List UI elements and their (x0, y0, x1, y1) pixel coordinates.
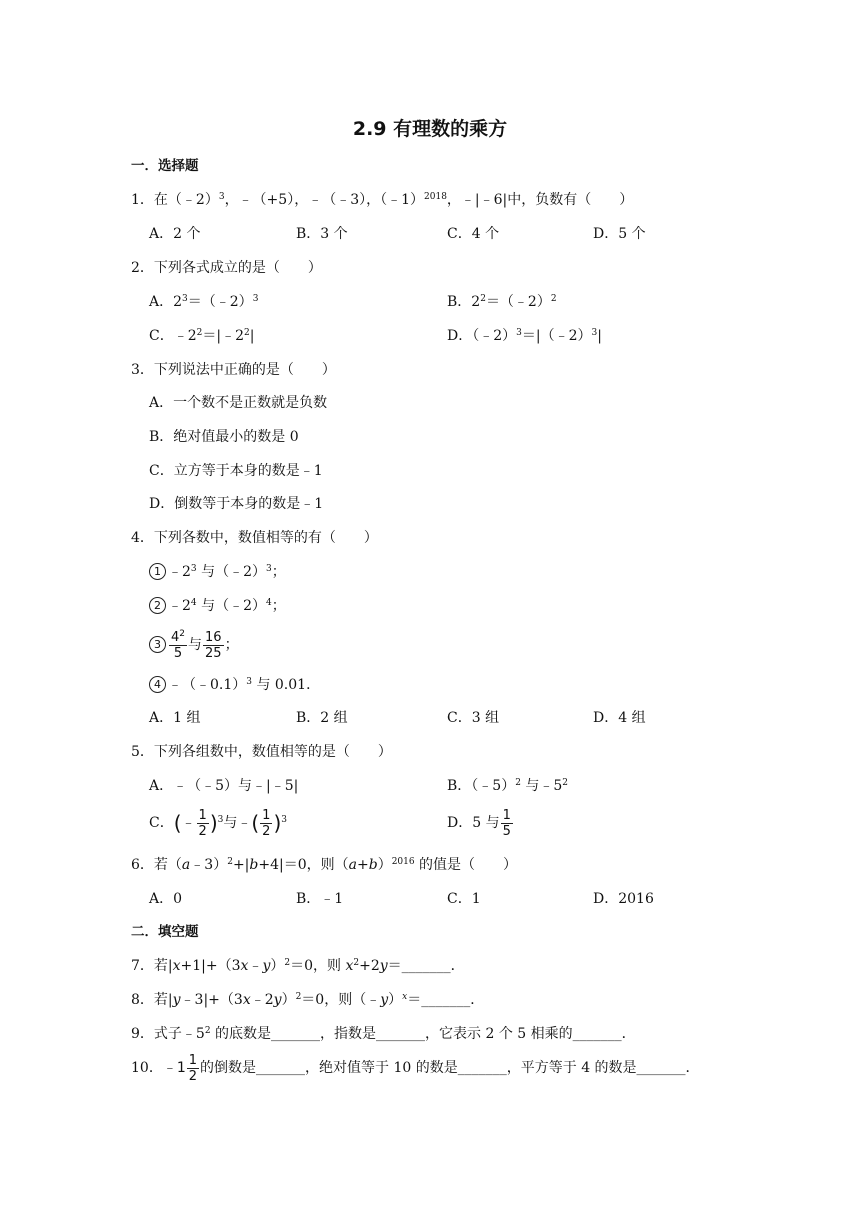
question-1-option-c: C．4 个 (447, 226, 500, 242)
question-2-option-b: B．$2^2=(﹣2)^2$ (447, 294, 557, 310)
question-5-option-b: B．（﹣5）$^2$ 与$﹣5^2$ (447, 778, 569, 794)
fraction-1-over-2: $\frac{1}{2}$ (188, 1052, 198, 1084)
question-4-item-4: 4 ﹣（﹣0.1）$^3$ 与 0.01． (149, 675, 320, 695)
question-6-stem: 6．若（a﹣3）$^2$+|b+4|＝0，则$(a+b)^{2016}$ 的值是（ ） (131, 857, 518, 873)
question-3-option-b: B．绝对值最小的数是 0 (149, 429, 299, 445)
question-2-option-a: A．$2^3=(﹣2)^3$ (149, 294, 259, 310)
question-6-option-a: A．0 (149, 891, 183, 907)
question-5-option-a: A．﹣（﹣5）与﹣|﹣5| (149, 778, 299, 794)
question-3-option-d: D．倒数等于本身的数是﹣1 (149, 496, 324, 512)
question-4-option-d: D．4 组 (593, 710, 646, 726)
circled-number-3: 3 (149, 636, 166, 653)
question-1-option-b: B．3 个 (296, 226, 348, 242)
question-3-option-c: C．立方等于本身的数是﹣1 (149, 463, 323, 479)
question-7: 7．若|x+1|+（3x﹣y）$^2$＝0，则 $x^2+2y=\_\_\_\_\_\_\_$． (131, 958, 465, 974)
section-heading-choice: 一．选择题 (131, 158, 199, 174)
question-4-item-2: 2 $﹣2^4$ 与（﹣2）$^4$； (149, 596, 286, 616)
question-1-option-d: D．5 个 (593, 226, 646, 242)
question-2-option-c: C．$﹣2^2=|﹣2^2|$ (149, 328, 255, 344)
fraction-1-over-5: $\frac{1}{5}$ (502, 807, 511, 839)
fraction-1-over-2: $\frac{1}{2}$ (262, 807, 271, 839)
question-6-option-b: B．﹣1 (296, 891, 344, 907)
section-heading-fill: 二．填空题 (131, 924, 199, 940)
question-2-option-d: D．（﹣2）$^3$＝|（﹣2）$^3$| (447, 328, 602, 344)
question-4-option-a: A．1 组 (149, 710, 201, 726)
question-3-stem: 3．下列说法中正确的是（ ） (131, 362, 336, 378)
circled-number-4: 4 (149, 676, 166, 693)
question-4-item-1: 1 $﹣2^3$ 与（﹣2）$^3$； (149, 562, 286, 582)
question-8: 8．若|y﹣3|+（3x﹣2y）$^2$＝0，则（﹣y）$^x$＝_______． (131, 992, 485, 1008)
question-9: 9．式子$﹣5^2$ 的底数是_______，指数是_______，它表示 2 个 5 相乘的_______． (131, 1026, 636, 1042)
question-1-stem: 1．在（﹣2）$^3$，﹣（+5），﹣（﹣3），（﹣1）$^{2018}$，﹣|﹣6|中，负数有（ ） (131, 192, 634, 208)
question-5-stem: 5．下列各组数中，数值相等的是（ ） (131, 744, 392, 760)
fraction-16-over-25: $\frac{16}{25}$ (205, 629, 222, 661)
question-6-option-c: C．1 (447, 891, 481, 907)
question-4-stem: 4．下列各数中，数值相等的有（ ） (131, 530, 378, 546)
circled-number-2: 2 (149, 597, 166, 614)
question-2-stem: 2．下列各式成立的是（ ） (131, 260, 322, 276)
fraction-1-over-2: $\frac{1}{2}$ (198, 807, 207, 839)
question-10: 10．﹣1 $\frac{1}{2}$ 的倒数是_______，绝对值等于 10 的数是_______，平方等于 4 的数是_______． (131, 1052, 700, 1084)
circled-number-1: 1 (149, 563, 166, 580)
question-6-option-d: D．2016 (593, 891, 654, 907)
question-4-option-b: B．2 组 (296, 710, 348, 726)
question-5-option-d: D．5 与 $\frac{1}{5}$ (447, 807, 511, 839)
page-title: 2.9 有理数的乘方 (352, 118, 508, 140)
question-5-option-c: C．(﹣ $\frac{1}{2}$ )$^3$与﹣( $\frac{1}{2}$ )$^3$ (149, 807, 287, 839)
fraction-4-squared-over-5: $\frac{4^2}{5}$ (171, 628, 186, 661)
question-3-option-a: A．一个数不是正数就是负数 (149, 395, 328, 411)
question-4-item-3: 3 $\frac{4^2}{5}$ 与 $\frac{16}{25}$ ； (149, 628, 239, 662)
question-4-option-c: C．3 组 (447, 710, 500, 726)
question-1-option-a: A．2 个 (149, 226, 201, 242)
